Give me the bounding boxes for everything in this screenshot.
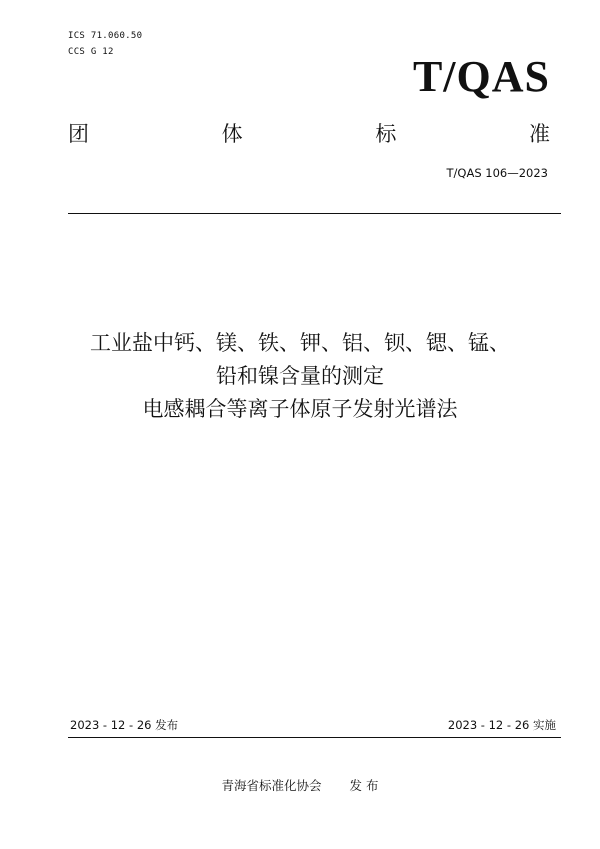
- document-type-char: 标: [375, 122, 397, 146]
- title-line-1: 工业盐中钙、镁、铁、钾、铝、钡、锶、锰、: [90, 331, 510, 355]
- document-type-char: 团: [68, 122, 89, 146]
- document-type-char: 准: [528, 122, 550, 146]
- document-type-char: 体: [221, 122, 243, 146]
- ics-code: ICS 71.060.50: [68, 31, 143, 41]
- issuer-name: 青海省标准化协会: [221, 778, 322, 793]
- footer-divider: [68, 737, 561, 738]
- issuer-line: [0, 776, 600, 794]
- document-type: [68, 118, 550, 148]
- document-title: [40, 327, 560, 426]
- implement-date: 2023 - 12 - 26 实施: [447, 718, 556, 732]
- header-divider: [68, 213, 561, 214]
- standard-logo: T/QAS: [412, 52, 550, 101]
- standard-number: T/QAS 106—2023: [446, 166, 548, 180]
- title-line-2: 铅和镍含量的测定: [216, 364, 384, 388]
- issue-label: 发 布: [349, 778, 379, 793]
- ccs-code: CCS G 12: [68, 47, 114, 57]
- publish-date: 2023 - 12 - 26 发布: [70, 718, 179, 732]
- title-line-3: 电感耦合等离子体原子发射光谱法: [142, 397, 458, 421]
